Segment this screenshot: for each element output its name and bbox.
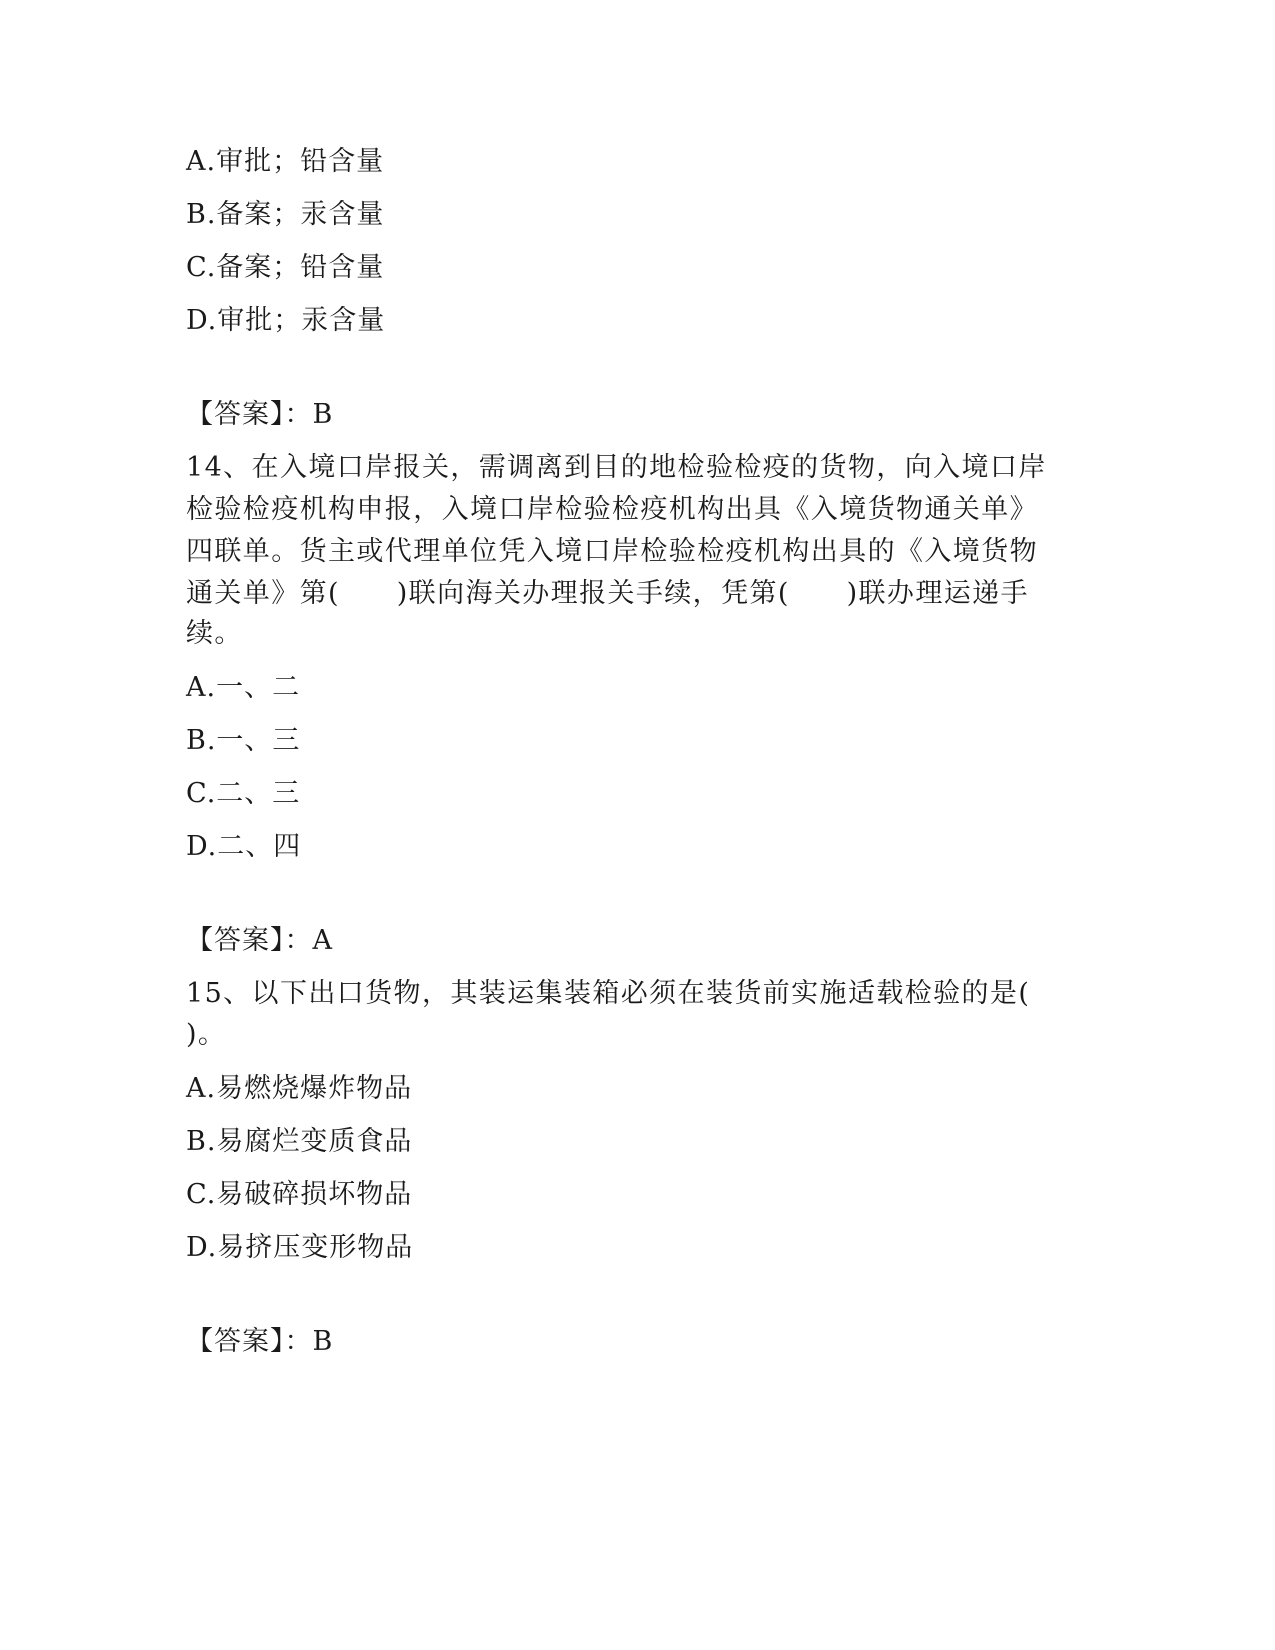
q15-option-c: C.易破碎损坏物品 <box>186 1179 413 1210</box>
q14-option-d: D.二、四 <box>186 831 302 862</box>
q15-answer: 【答案】：B <box>186 1326 334 1357</box>
q14-stem-line-3: 四联单。货主或代理单位凭入境口岸检验检疫机构出具的《入境货物 <box>186 536 1038 567</box>
q14-answer: 【答案】：A <box>186 925 333 956</box>
q15-option-b: B.易腐烂变质食品 <box>186 1126 413 1157</box>
q15-stem-line-1: 15、以下出口货物，其装运集装箱必须在装货前实施适载检验的是( <box>186 978 1031 1009</box>
q13-answer: 【答案】：B <box>186 399 334 430</box>
q13-option-d: D.审批；汞含量 <box>186 305 386 336</box>
q14-option-c: C.二、三 <box>186 778 301 809</box>
q15-option-a: A.易燃烧爆炸物品 <box>186 1073 413 1104</box>
q13-option-b: B.备案；汞含量 <box>186 199 385 230</box>
q14-stem-line-1: 14、在入境口岸报关，需调离到目的地检验检疫的货物，向入境口岸 <box>186 452 1047 483</box>
q15-stem-line-2: )。 <box>186 1019 227 1050</box>
q15-option-d: D.易挤压变形物品 <box>186 1232 414 1263</box>
q14-stem-line-2: 检验检疫机构申报，入境口岸检验检疫机构出具《入境货物通关单》 <box>186 494 1038 525</box>
q14-stem-line-4: 通关单》第( )联向海关办理报关手续，凭第( )联办理运递手 <box>186 578 1029 609</box>
q14-stem-line-5: 续。 <box>186 618 243 649</box>
q13-option-a: A.审批；铅含量 <box>186 146 385 177</box>
q14-option-b: B.一、三 <box>186 725 301 756</box>
q13-option-c: C.备案；铅含量 <box>186 252 385 283</box>
q14-option-a: A.一、二 <box>186 672 301 703</box>
